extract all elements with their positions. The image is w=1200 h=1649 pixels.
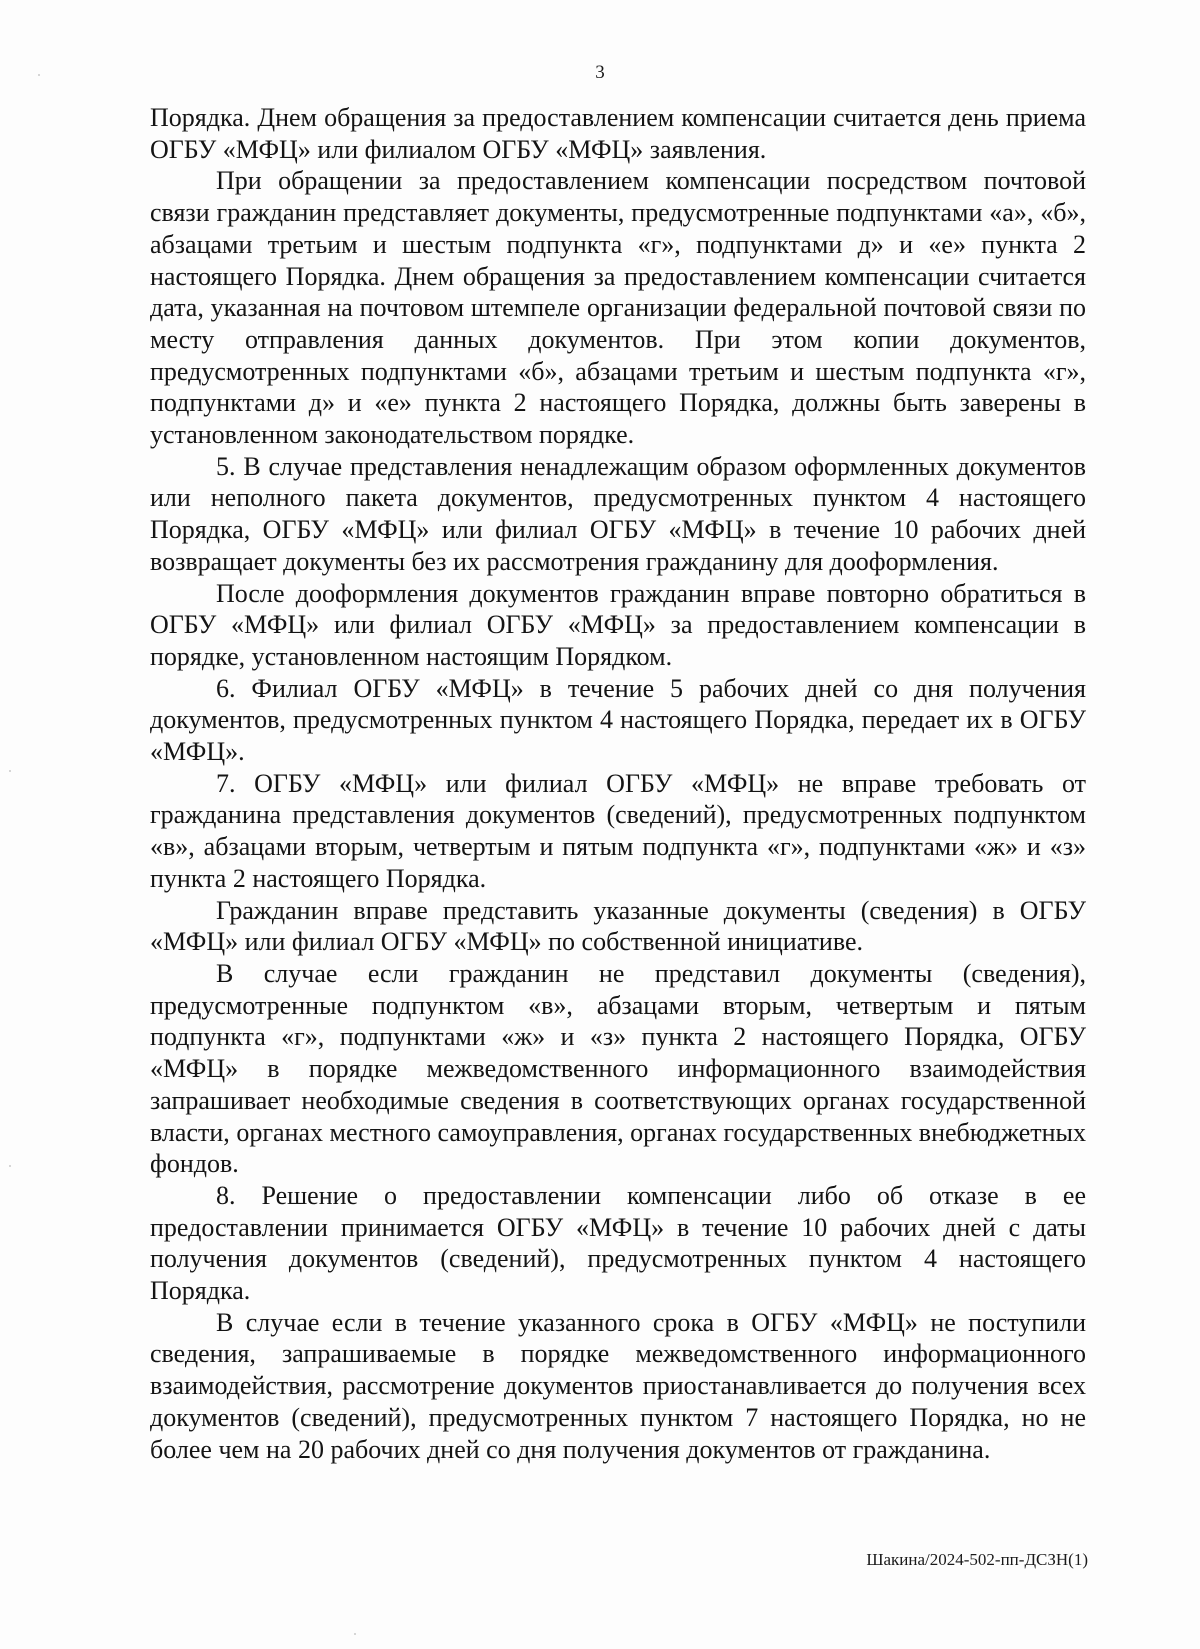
scan-speck <box>9 770 11 772</box>
paragraph: После дооформления документов гражданин вправе повторно обратиться в ОГБУ «МФЦ» или филиал ОГБУ «МФЦ» за предоставлением компенсации в порядке, установленном настоящим Порядком. <box>150 578 1086 671</box>
page-number: 3 <box>595 62 605 83</box>
scan-speck <box>9 1165 11 1167</box>
footer-document-code: Шакина/2024-502-пп-ДСЗН(1) <box>866 1550 1088 1569</box>
paragraph-item-6: 6. Филиал ОГБУ «МФЦ» в течение 5 рабочих дней со дня получения документов, предусмотренных пунктом 4 настоящего Порядка, передает их в ОГБУ «МФЦ». <box>150 673 1086 767</box>
scan-speck <box>354 1633 356 1635</box>
paragraph-item-7: 7. ОГБУ «МФЦ» или филиал ОГБУ «МФЦ» не вправе требовать от гражданина представления документов (сведений), предусмотренных подпунктом «в», абзацами вторым, четвертым и пятым подпункта «г», подпунктами «ж» и «з» пункта 2 настоящего Порядка. <box>150 768 1086 893</box>
paragraph: В случае если гражданин не представил документы (сведения), предусмотренные подпунктом «в», абзацами вторым, четвертым и пятым подпункта «г», подпунктами «ж» и «з» пункта 2 настоящего Порядка, ОГБУ «МФЦ» в порядке межведомственного информационного взаимодействия запрашивает необходимые сведения в соответствующих органах государственной власти, органах местного самоуправления, органах государственных внебюджетных фондов. <box>150 958 1086 1179</box>
paragraph-item-8: 8. Решение о предоставлении компенсации либо об отказе в ее предоставлении принимается ОГБУ «МФЦ» в течение 10 рабочих дней с даты получения документов (сведений), предусмотренных пунктом 4 настоящего Порядка. <box>150 1180 1086 1306</box>
scan-speck <box>38 74 40 76</box>
document-body <box>150 102 1086 1465</box>
paragraph: В случае если в течение указанного срока в ОГБУ «МФЦ» не поступили сведения, запрашиваемые в порядке межведомственного информационного взаимодействия, рассмотрение документов приостанавливается до получения всех документов (сведений), предусмотренных пунктом 7 настоящего Порядка, но не более чем на 20 рабочих дней со дня получения документов от гражданина. <box>150 1307 1086 1464</box>
paragraph: Порядка. Днем обращения за предоставлением компенсации считается день приема ОГБУ «МФЦ» или филиалом ОГБУ «МФЦ» заявления. <box>150 103 1086 164</box>
paragraph-item-5: 5. В случае представления ненадлежащим образом оформленных документов или неполного пакета документов, предусмотренных пунктом 4 настоящего Порядка, ОГБУ «МФЦ» или филиал ОГБУ «МФЦ» в течение 10 рабочих дней возвращает документы без их рассмотрения гражданину для дооформления. <box>150 451 1086 576</box>
paragraph: Гражданин вправе представить указанные документы (сведения) в ОГБУ «МФЦ» или филиал ОГБУ «МФЦ» по собственной инициативе. <box>150 895 1086 957</box>
paragraph: При обращении за предоставлением компенсации посредством почтовой связи гражданин представляет документы, предусмотренные подпунктами «а», «б», абзацами третьим и шестым подпункта «г», подпунктами д» и «е» пункта 2 настоящего Порядка. Днем обращения за предоставлением компенсации считается дата, указанная на почтовом штемпеле организации федеральной почтовой связи по месту отправления данных документов. При этом копии документов, предусмотренных подпунктами «б», абзацами третьим и шестым подпункта «г», подпунктами д» и «е» пункта 2 настоящего Порядка, должны быть заверены в установленном законодательством порядке. <box>150 166 1086 450</box>
